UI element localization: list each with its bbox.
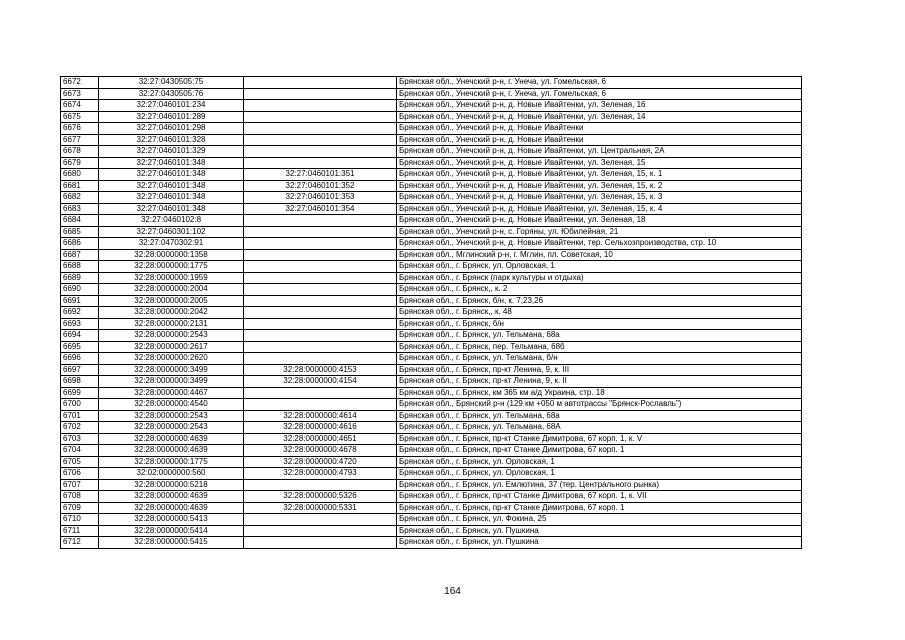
part-cadastral-number-cell [244,249,397,261]
address-cell: Брянская обл., г. Брянск, б/н, к. 7,23,26 [397,295,802,307]
address-cell: Брянская обл., Унечский р-н, д. Новые Ивайтенки, ул. Зеленая, 14 [397,111,802,123]
part-cadastral-number-cell [244,146,397,158]
table-row [61,537,802,549]
cadastral-number-cell: 32:27:0460101:289 [99,111,244,123]
cadastral-number-cell: 32:28:0000000:1358 [99,249,244,261]
address-cell: Брянская обл., г. Брянск, ул. Тельмана, 68А [397,422,802,434]
address-cell: Брянская обл., Унечский р-н, д. Новые Ивайтенки, ул. Зеленая, 15, к. 1 [397,169,802,181]
cadastral-number-cell: 32:28:0000000:2543 [99,330,244,342]
cadastral-number-cell: 32:28:0000000:4467 [99,387,244,399]
page-number: 164 [444,586,461,597]
row-number-cell: 6699 [61,387,99,399]
part-cadastral-number-cell [244,514,397,526]
table-row [61,180,802,192]
address-cell: Брянская обл., Унечский р-н, д. Новые Ивайтенки, ул. Зеленая, 15 [397,157,802,169]
cadastral-number-cell: 32:27:0460101:329 [99,146,244,158]
row-number-cell: 6685 [61,226,99,238]
table-row [61,387,802,399]
row-number-cell: 6684 [61,215,99,227]
table-row [61,433,802,445]
table-row [61,491,802,503]
row-number-cell: 6686 [61,238,99,250]
cadastral-number-cell: 32:27:0460101:328 [99,134,244,146]
part-cadastral-number-cell [244,134,397,146]
part-cadastral-number-cell: 32:28:0000000:5326 [244,491,397,503]
row-number-cell: 6679 [61,157,99,169]
cadastral-number-cell: 32:28:0000000:5414 [99,525,244,537]
cadastral-number-cell: 32:27:0430505:75 [99,77,244,89]
cadastral-number-cell: 32:28:0000000:2042 [99,307,244,319]
part-cadastral-number-cell: 32:27:0460101:351 [244,169,397,181]
part-cadastral-number-cell [244,226,397,238]
part-cadastral-number-cell [244,341,397,353]
address-cell: Брянская обл., г. Брянск, км 365 км а/д Украина, стр. 18 [397,387,802,399]
table-row [61,422,802,434]
table-row [61,203,802,215]
row-number-cell: 6693 [61,318,99,330]
row-number-cell: 6682 [61,192,99,204]
table-row [61,100,802,112]
table-row [61,77,802,89]
row-number-cell: 6698 [61,376,99,388]
address-cell: Брянская обл., Унечский р-н, д. Новые Ивайтенки, ул. Зеленая, 15, к. 4 [397,203,802,215]
table-row [61,468,802,480]
address-cell: Брянская обл., г. Брянск,, к. 48 [397,307,802,319]
address-cell: Брянская обл., г. Брянск, ул. Орловская, 1 [397,456,802,468]
row-number-cell: 6706 [61,468,99,480]
cadastral-number-cell: 32:27:0460101:348 [99,192,244,204]
table-row [61,134,802,146]
cadastral-number-cell: 32:28:0000000:2620 [99,353,244,365]
address-cell: Брянская обл., Унечский р-н, г. Унеча, ул. Гомельская, 6 [397,77,802,89]
part-cadastral-number-cell: 32:27:0460101:353 [244,192,397,204]
part-cadastral-number-cell [244,100,397,112]
address-cell: Брянская обл., Унечский р-н, д. Новые Ивайтенки, ул. Зеленая, 15, к. 3 [397,192,802,204]
row-number-cell: 6696 [61,353,99,365]
table-row [61,238,802,250]
row-number-cell: 6701 [61,410,99,422]
row-number-cell: 6691 [61,295,99,307]
row-number-cell: 6712 [61,537,99,549]
row-number-cell: 6681 [61,180,99,192]
part-cadastral-number-cell: 32:28:0000000:4793 [244,468,397,480]
cadastral-number-cell: 32:28:0000000:2131 [99,318,244,330]
row-number-cell: 6675 [61,111,99,123]
address-cell: Брянская обл., Мглинский р-н, г. Мглин, пл. Советская, 10 [397,249,802,261]
table-row [61,215,802,227]
row-number-cell: 6680 [61,169,99,181]
registry-table-body [61,77,802,549]
address-cell: Брянская обл., Унечский р-н, д. Новые Ивайтенки, ул. Зеленая, 18 [397,215,802,227]
row-number-cell: 6705 [61,456,99,468]
row-number-cell: 6676 [61,123,99,135]
row-number-cell: 6710 [61,514,99,526]
cadastral-number-cell: 32:28:0000000:2004 [99,284,244,296]
address-cell: Брянская обл., г. Брянск, ул. Орловская, 1 [397,261,802,273]
address-cell: Брянская обл., г. Брянск, ул. Тельмана, 68а [397,330,802,342]
cadastral-number-cell: 32:28:0000000:4639 [99,445,244,457]
table-row [61,226,802,238]
row-number-cell: 6711 [61,525,99,537]
table-row [61,88,802,100]
table-row [61,502,802,514]
row-number-cell: 6694 [61,330,99,342]
cadastral-number-cell: 32:28:0000000:1775 [99,261,244,273]
part-cadastral-number-cell [244,537,397,549]
row-number-cell: 6692 [61,307,99,319]
address-cell: Брянская обл., г. Брянск, ул. Пушкина [397,525,802,537]
table-row [61,295,802,307]
table-row [61,192,802,204]
address-cell: Брянская обл., г. Брянск, ул. Тельмана, б/н [397,353,802,365]
row-number-cell: 6687 [61,249,99,261]
part-cadastral-number-cell [244,525,397,537]
table-row [61,169,802,181]
table-row [61,272,802,284]
row-number-cell: 6683 [61,203,99,215]
address-cell: Брянская обл., г. Брянск, пр-кт Ленина, 9, к. II [397,376,802,388]
address-cell: Брянская обл., Унечский р-н, д. Новые Ивайтенки [397,123,802,135]
cadastral-number-cell: 32:28:0000000:4639 [99,502,244,514]
part-cadastral-number-cell [244,261,397,273]
table-row [61,525,802,537]
cadastral-number-cell: 32:27:0460101:348 [99,169,244,181]
table-row [61,123,802,135]
cadastral-number-cell: 32:28:0000000:5413 [99,514,244,526]
table-row [61,261,802,273]
part-cadastral-number-cell [244,387,397,399]
cadastral-number-cell: 32:27:0460101:348 [99,203,244,215]
cadastral-number-cell: 32:28:0000000:4639 [99,433,244,445]
address-cell: Брянская обл., г. Брянск, пр-кт Ленина, 9, к. III [397,364,802,376]
table-row [61,364,802,376]
table-row [61,456,802,468]
address-cell: Брянская обл., г. Брянск, ул. Тельмана, 68а [397,410,802,422]
part-cadastral-number-cell [244,77,397,89]
row-number-cell: 6700 [61,399,99,411]
registry-table [60,76,802,549]
address-cell: Брянская обл., г. Брянск, пер. Тельмана, 68б [397,341,802,353]
part-cadastral-number-cell: 32:27:0460101:354 [244,203,397,215]
row-number-cell: 6674 [61,100,99,112]
address-cell: Брянская обл., г. Брянск, пр-кт Станке Димитрова, 67 корп. 1, к. V [397,433,802,445]
part-cadastral-number-cell [244,295,397,307]
address-cell: Брянская обл., г. Брянск, пр-кт Станке Димитрова, 67 корп. 1, к. VII [397,491,802,503]
table-row [61,284,802,296]
cadastral-number-cell: 32:28:0000000:5218 [99,479,244,491]
address-cell: Брянская обл., Унечский р-н, д. Новые Ивайтенки, ул. Центральная, 2А [397,146,802,158]
table-row [61,410,802,422]
table-row [61,318,802,330]
cadastral-number-cell: 32:28:0000000:2543 [99,422,244,434]
row-number-cell: 6709 [61,502,99,514]
table-row [61,445,802,457]
table-row [61,399,802,411]
part-cadastral-number-cell [244,238,397,250]
cadastral-number-cell: 32:28:0000000:4540 [99,399,244,411]
row-number-cell: 6703 [61,433,99,445]
row-number-cell: 6672 [61,77,99,89]
cadastral-number-cell: 32:27:0460101:234 [99,100,244,112]
row-number-cell: 6677 [61,134,99,146]
part-cadastral-number-cell: 32:28:0000000:4720 [244,456,397,468]
row-number-cell: 6690 [61,284,99,296]
row-number-cell: 6697 [61,364,99,376]
cadastral-number-cell: 32:27:0430505:76 [99,88,244,100]
address-cell: Брянская обл., Унечский р-н, д. Новые Ивайтенки, ул. Зеленая, 16 [397,100,802,112]
row-number-cell: 6707 [61,479,99,491]
cadastral-number-cell: 32:28:0000000:2005 [99,295,244,307]
address-cell: Брянская обл., Брянский р-н (129 км +050 м автотрассы "Брянск-Рославль") [397,399,802,411]
row-number-cell: 6708 [61,491,99,503]
row-number-cell: 6702 [61,422,99,434]
part-cadastral-number-cell: 32:28:0000000:4154 [244,376,397,388]
part-cadastral-number-cell [244,307,397,319]
address-cell: Брянская обл., г. Брянск, ул. Фокина, 25 [397,514,802,526]
part-cadastral-number-cell: 32:27:0460101:352 [244,180,397,192]
address-cell: Брянская обл., г. Брянск,, к. 2 [397,284,802,296]
part-cadastral-number-cell: 32:28:0000000:4651 [244,433,397,445]
part-cadastral-number-cell [244,88,397,100]
row-number-cell: 6689 [61,272,99,284]
table-row [61,157,802,169]
address-cell: Брянская обл., Унечский р-н, г. Унеча, ул. Гомельская, 6 [397,88,802,100]
address-cell: Брянская обл., г. Брянск, б/н [397,318,802,330]
table-row [61,330,802,342]
cadastral-number-cell: 32:27:0460101:298 [99,123,244,135]
table-row [61,249,802,261]
part-cadastral-number-cell [244,399,397,411]
part-cadastral-number-cell [244,123,397,135]
row-number-cell: 6673 [61,88,99,100]
cadastral-number-cell: 32:02:0000000:560 [99,468,244,480]
address-cell: Брянская обл., Унечский р-н, д. Новые Ивайтенки, тер. Сельхозпроизводства, стр. 10 [397,238,802,250]
table-row [61,307,802,319]
cadastral-number-cell: 32:28:0000000:3499 [99,364,244,376]
table-row [61,341,802,353]
table-row [61,353,802,365]
address-cell: Брянская обл., г. Брянск, ул. Емлютина, 37 (тер. Центрального рынка) [397,479,802,491]
cadastral-number-cell: 32:28:0000000:1775 [99,456,244,468]
row-number-cell: 6704 [61,445,99,457]
address-cell: Брянская обл., Унечский р-н, д. Новые Ивайтенки [397,134,802,146]
address-cell: Брянская обл., г. Брянск, ул. Орловская, 1 [397,468,802,480]
part-cadastral-number-cell: 32:28:0000000:5331 [244,502,397,514]
table-row [61,376,802,388]
cadastral-number-cell: 32:27:0460102:8 [99,215,244,227]
address-cell: Брянская обл., г. Брянск, ул. Пушкина [397,537,802,549]
cadastral-number-cell: 32:28:0000000:1959 [99,272,244,284]
part-cadastral-number-cell [244,111,397,123]
part-cadastral-number-cell [244,157,397,169]
part-cadastral-number-cell [244,330,397,342]
table-row [61,479,802,491]
cadastral-number-cell: 32:28:0000000:2617 [99,341,244,353]
address-cell: Брянская обл., Унечский р-н, с. Горяны, ул. Юбилейная, 21 [397,226,802,238]
table-row [61,111,802,123]
part-cadastral-number-cell: 32:28:0000000:4153 [244,364,397,376]
address-cell: Брянская обл., Унечский р-н, д. Новые Ивайтенки, ул. Зеленая, 15, к. 2 [397,180,802,192]
cadastral-number-cell: 32:28:0000000:5415 [99,537,244,549]
part-cadastral-number-cell: 32:28:0000000:4616 [244,422,397,434]
cadastral-number-cell: 32:27:0460101:348 [99,180,244,192]
address-cell: Брянская обл., г. Брянск, пр-кт Станке Димитрова, 67 корп. 1 [397,502,802,514]
cadastral-number-cell: 32:28:0000000:4639 [99,491,244,503]
row-number-cell: 6695 [61,341,99,353]
part-cadastral-number-cell [244,318,397,330]
cadastral-number-cell: 32:28:0000000:2543 [99,410,244,422]
table-row [61,146,802,158]
cadastral-number-cell: 32:28:0000000:3499 [99,376,244,388]
cadastral-number-cell: 32:27:0470302:91 [99,238,244,250]
part-cadastral-number-cell [244,284,397,296]
part-cadastral-number-cell: 32:28:0000000:4614 [244,410,397,422]
cadastral-number-cell: 32:27:0460301:102 [99,226,244,238]
row-number-cell: 6678 [61,146,99,158]
cadastral-number-cell: 32:27:0460101:348 [99,157,244,169]
address-cell: Брянская обл., г. Брянск, пр-кт Станке Димитрова, 67 корп. 1 [397,445,802,457]
part-cadastral-number-cell [244,272,397,284]
part-cadastral-number-cell [244,479,397,491]
row-number-cell: 6688 [61,261,99,273]
address-cell: Брянская обл., г. Брянск (парк культуры и отдыха) [397,272,802,284]
part-cadastral-number-cell [244,353,397,365]
part-cadastral-number-cell [244,215,397,227]
table-row [61,514,802,526]
part-cadastral-number-cell: 32:28:0000000:4678 [244,445,397,457]
